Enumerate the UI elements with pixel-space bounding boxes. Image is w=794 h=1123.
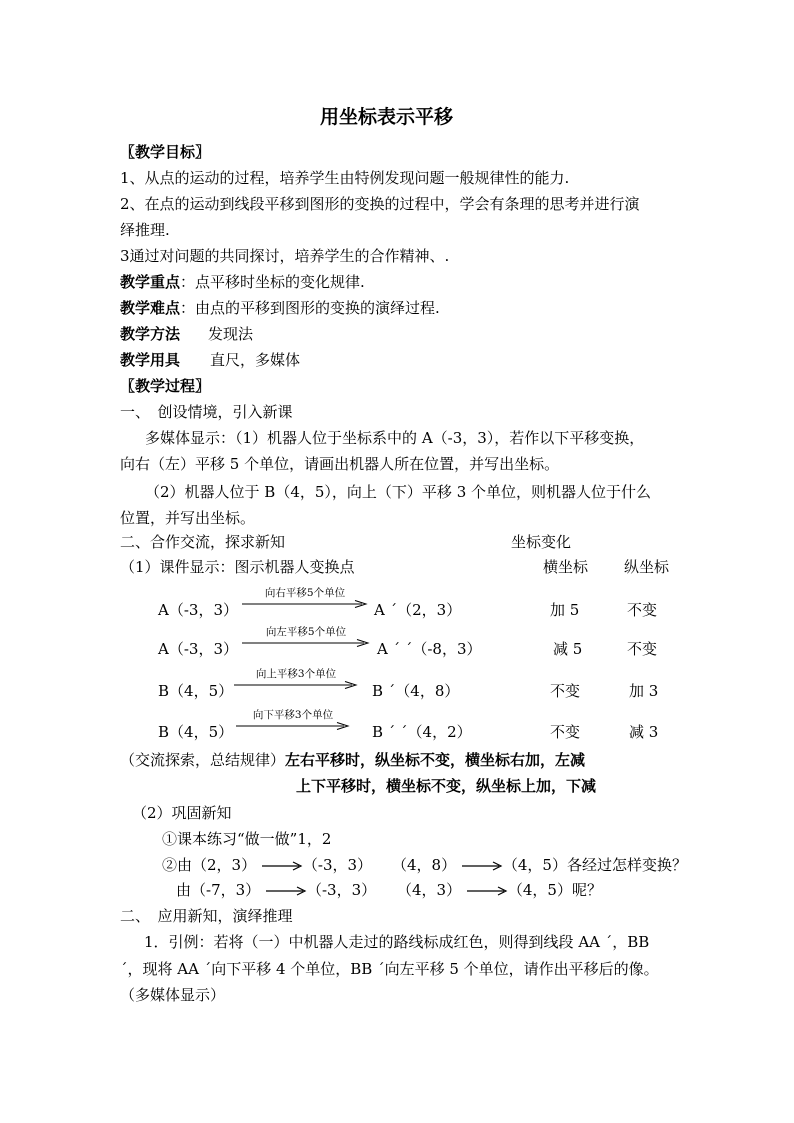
arrow-label: 向上平移3个单位 <box>255 668 337 680</box>
transform-arrow <box>242 626 370 652</box>
arrow-label: 向右平移5个单位 <box>264 587 346 599</box>
row-y-change: 加 3 <box>629 682 659 700</box>
row-y-change: 不变 <box>627 640 658 658</box>
arrow-label: 向下平移3个单位 <box>252 709 334 721</box>
page-title: 用坐标表示平移 <box>320 106 454 128</box>
objectives-heading: 〖教学目标〗 <box>120 143 211 161</box>
method-text: 发现法 <box>208 325 254 343</box>
ex2-b-to: （4，5） <box>502 856 567 874</box>
row-from: B（4，5） <box>158 723 234 741</box>
ex3-b-to: （4，5） <box>507 881 572 899</box>
section3-line: 1．引例：若将（一）中机器人走过的路线标成红色，则得到线段 AA ´，BB <box>144 933 650 951</box>
section1-line: 多媒体显示：（1）机器人位于坐标系中的 A（-3，3），若作以下平移变换， <box>145 429 645 447</box>
arrow-label: 向左平移5个单位 <box>265 626 347 638</box>
objective-line: 3通过对问题的共同探讨，培养学生的合作精神、. <box>120 247 450 265</box>
exercise-3 <box>176 880 376 900</box>
exercise-2b <box>392 855 687 875</box>
summary-prefix: （交流探索，总结规律） <box>120 751 286 769</box>
coord-change-label: 坐标变化 <box>511 533 572 551</box>
rule-left-right: 左右平移时，纵坐标不变，横坐标右加，左减 <box>285 751 586 769</box>
section1-line: 向右（左）平移 5 个单位，请画出机器人所在位置，并写出坐标。 <box>120 455 560 473</box>
ex2-a-to: （-3，3） <box>302 856 373 874</box>
right-arrow-icon <box>242 639 370 647</box>
row-from: A（-3，3） <box>158 640 238 658</box>
transform-arrow <box>242 587 368 613</box>
ex3-b-from: （4，3） <box>397 881 462 899</box>
key-point <box>120 272 365 292</box>
row-to: A ´ ´（-8，3） <box>377 640 482 658</box>
row-x-change: 减 5 <box>553 640 583 658</box>
ex3-a-to: （-3，3） <box>306 881 377 899</box>
ex2-a-from: （2，3） <box>192 856 257 874</box>
ex3-lead: 由 <box>176 881 192 899</box>
col-x-header: 横坐标 <box>543 558 589 576</box>
ex3-tail: 呢？ <box>571 881 602 899</box>
long-right-arrow-icon <box>466 886 508 896</box>
sub2-text: （2）巩固新知 <box>132 804 232 822</box>
method-label: 教学方法 <box>120 325 181 343</box>
section1-heading: 一、 创设情境，引入新课 <box>120 403 293 421</box>
tools-label: 教学用具 <box>120 351 181 369</box>
long-right-arrow-icon <box>265 886 307 896</box>
process-heading: 〖教学过程〗 <box>120 377 211 395</box>
section3-line: ´，现将 AA ´向下平移 4 个单位，BB ´向左平移 5 个单位，请作出平移后的像。 <box>120 960 659 978</box>
row-to: B ´（4，8） <box>372 682 460 700</box>
row-to: B ´ ´（4，2） <box>372 723 472 741</box>
transform-arrow <box>236 709 350 735</box>
ex2-b-from: （4，8） <box>392 856 457 874</box>
section3-heading: 二、 应用新知，演绎推理 <box>120 907 293 925</box>
key-point-label: 教学重点 <box>120 273 181 291</box>
difficulty-text: ：由点的平移到图形的变换的演绎过程. <box>180 299 440 317</box>
right-arrow-icon <box>242 600 368 608</box>
ex2-tail: 各经过怎样变换？ <box>566 856 687 874</box>
col-y-header: 纵坐标 <box>624 558 670 576</box>
row-x-change: 不变 <box>550 682 581 700</box>
exercise-3b <box>397 880 602 900</box>
long-right-arrow-icon <box>261 861 303 871</box>
exercise-1: ①课本练习“做一做”1，2 <box>162 830 332 848</box>
long-right-arrow-icon <box>461 861 503 871</box>
row-x-change: 不变 <box>550 723 581 741</box>
section1-line: 位置，并写出坐标。 <box>120 509 256 527</box>
ex2-lead: ②由 <box>162 856 193 874</box>
right-arrow-icon <box>234 681 358 689</box>
row-to: A ´（2，3） <box>374 601 462 619</box>
row-from: A（-3，3） <box>158 601 238 619</box>
section3-line: （多媒体显示） <box>120 986 226 1004</box>
objective-line: 2、在点的运动到线段平移到图形的变换的过程中，学会有条理的思考并进行演 <box>120 195 640 213</box>
row-y-change: 减 3 <box>629 723 659 741</box>
sub1-text: （1）课件显示：图示机器人变换点 <box>120 558 355 576</box>
teaching-method <box>120 324 253 344</box>
row-y-change: 不变 <box>627 601 658 619</box>
transform-arrow <box>234 668 358 694</box>
difficulty <box>120 298 440 318</box>
rule-up-down: 上下平移时，横坐标不变，纵坐标上加，下减 <box>296 777 597 795</box>
row-x-change: 加 5 <box>550 601 580 619</box>
summary-line <box>120 750 585 770</box>
exercise-2 <box>162 855 372 875</box>
difficulty-label: 教学难点 <box>120 299 181 317</box>
right-arrow-icon <box>236 722 350 730</box>
section1-line: （2）机器人位于 B（4，5），向上（下）平移 3 个单位，则机器人位于什么 <box>145 483 652 501</box>
objective-line: 绎推理. <box>120 221 170 239</box>
ex3-a-from: （-7，3） <box>191 881 261 899</box>
teaching-tools <box>120 350 300 370</box>
section2-heading: 二、合作交流，探求新知 <box>120 533 286 551</box>
tools-text: 直尺，多媒体 <box>210 351 301 369</box>
row-from: B（4，5） <box>158 682 234 700</box>
objective-line: 1、从点的运动的过程，培养学生由特例发现问题一般规律性的能力. <box>120 169 570 187</box>
key-point-text: ：点平移时坐标的变化规律. <box>180 273 365 291</box>
